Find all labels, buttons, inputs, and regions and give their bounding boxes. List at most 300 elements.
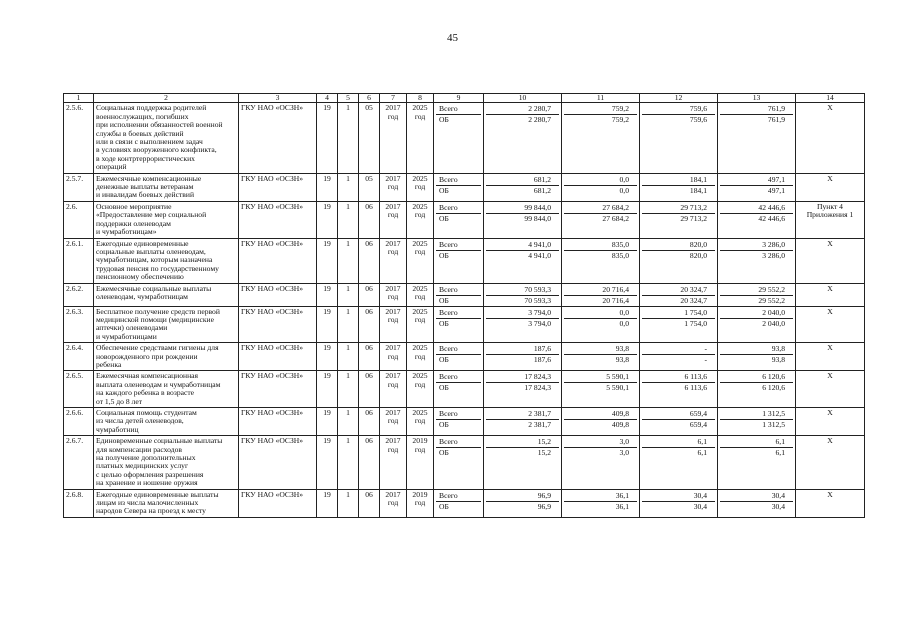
funding-source-value: Всего (439, 409, 458, 418)
amount-col-13 (718, 343, 796, 371)
end-year: 2025 год (407, 283, 434, 306)
responsible-org: ГКУ НАО «ОСЗН» (239, 343, 317, 371)
funding-source (434, 173, 484, 201)
funding-source (434, 489, 484, 517)
row-number: 2.6. (64, 201, 94, 238)
code-col-4: 19 (317, 283, 338, 306)
code-col-5: 1 (338, 371, 359, 408)
row-number: 2.6.6. (64, 408, 94, 436)
amount-col-10-value: 4 941,0 (486, 250, 559, 260)
column-header: 13 (718, 94, 796, 103)
amount-col-10-value: 2 381,7 (486, 419, 559, 429)
code-col-6: 06 (359, 238, 380, 283)
amount-col-13 (718, 371, 796, 408)
funding-source (434, 103, 484, 173)
code-col-5: 1 (338, 408, 359, 436)
table-row (64, 173, 865, 201)
table-row (64, 371, 865, 408)
funding-source-value: Всего (439, 307, 458, 317)
funding-source-value: ОБ (436, 213, 481, 223)
start-year: 2017 год (380, 173, 407, 201)
amount-col-11-value: 5 590,1 (606, 372, 629, 382)
amount-col-12-value: 184,1 (689, 174, 707, 184)
code-col-6: 06 (359, 371, 380, 408)
amount-col-13-value: 3 286,0 (720, 250, 793, 260)
row-number: 2.5.6. (64, 103, 94, 173)
row-description-text: Обеспечение средствами гигиены для новорожденного при рождении ребенка (96, 343, 219, 369)
row-number: 2.6.7. (64, 436, 94, 489)
row-description-text: Социальная поддержка родителей военнослужащих, погибших при исполнении обязанностей военной службы в боевых действий или в связи с выполнением задач в условиях вооруженного конфликта, в ходе контртеррористических операций (96, 103, 223, 172)
code-col-5: 1 (338, 173, 359, 201)
amount-col-11-value: 0,0 (619, 174, 629, 184)
amount-col-13 (718, 238, 796, 283)
amount-col-11-value: 759,2 (564, 114, 637, 124)
amount-col-10-value: 96,9 (486, 501, 559, 511)
amount-col-12-value: - (642, 354, 715, 364)
note-col-14: X (796, 343, 865, 371)
row-number: 2.6.2. (64, 283, 94, 306)
page-number: 45 (447, 32, 458, 44)
amount-col-13 (718, 283, 796, 306)
code-col-4: 19 (317, 103, 338, 173)
amount-col-10-value: 2 381,7 (528, 409, 551, 418)
responsible-org: ГКУ НАО «ОСЗН» (239, 201, 317, 238)
row-description (94, 436, 239, 489)
note-col-14: Пункт 4 Приложения 1 (796, 201, 865, 238)
row-description-text: Ежегодные единовременные выплаты лицам из числа малочисленных народов Севера на проезд к месту (96, 489, 219, 516)
column-header: 4 (317, 94, 338, 103)
amount-col-12 (640, 173, 718, 201)
amount-col-13-value: 30,4 (771, 490, 785, 500)
table-row (64, 283, 865, 306)
amount-col-12-value: 659,4 (689, 409, 707, 418)
funding-source-value: ОБ (436, 354, 481, 364)
amount-col-13-value: 93,8 (771, 344, 785, 354)
amount-col-12-value: 759,6 (689, 104, 707, 114)
amount-col-12 (640, 283, 718, 306)
note-col-14: X (796, 283, 865, 306)
column-header: 8 (407, 94, 434, 103)
note-col-14: X (796, 238, 865, 283)
table-row (64, 408, 865, 436)
amount-col-10-value: 99 844,0 (486, 213, 559, 223)
amount-col-12-value: - (704, 344, 707, 354)
note-col-14: X (796, 103, 865, 173)
funding-source-value: Всего (439, 202, 458, 212)
amount-col-10 (484, 283, 562, 306)
amount-col-12-value: 6 113,6 (684, 372, 707, 382)
code-col-6: 06 (359, 283, 380, 306)
funding-source-value: Всего (439, 344, 458, 354)
row-number: 2.6.4. (64, 343, 94, 371)
amount-col-11-value: 409,8 (564, 419, 637, 429)
amount-col-13-value: 2 040,0 (720, 318, 793, 328)
amount-col-13-value: 6 120,6 (720, 382, 793, 392)
amount-col-11 (562, 201, 640, 238)
row-description-text: Ежемесячные социальные выплаты оленеводам, чумработницам (96, 283, 212, 301)
amount-col-11-value: 36,1 (615, 490, 629, 500)
amount-col-10 (484, 103, 562, 173)
start-year: 2017 год (380, 371, 407, 408)
row-description-text: Ежемесячные компенсационные денежные выплаты ветеранам и инвалидам боевых действий (96, 173, 202, 200)
amount-col-13-value: 2 040,0 (762, 307, 785, 317)
amount-col-12 (640, 238, 718, 283)
code-col-5: 1 (338, 306, 359, 343)
code-col-4: 19 (317, 173, 338, 201)
column-header: 12 (640, 94, 718, 103)
code-col-5: 1 (338, 343, 359, 371)
funding-source-value: Всего (439, 284, 458, 294)
code-col-4: 19 (317, 489, 338, 517)
amount-col-11-value: 27 684,2 (564, 213, 637, 223)
note-col-14: X (796, 436, 865, 489)
amount-col-11-value: 36,1 (564, 501, 637, 511)
row-description-text: Единовременные социальные выплаты для компенсации расходов на получение дополнительных платных медицинских услуг с целью оформления разрешения на хранение и ношение оружия (96, 436, 223, 488)
amount-col-11-value: 27 684,2 (602, 202, 629, 212)
amount-col-12-value: 6,1 (697, 437, 707, 447)
amount-col-11-value: 409,8 (611, 409, 629, 418)
row-description (94, 343, 239, 371)
amount-col-10 (484, 201, 562, 238)
amount-col-12 (640, 408, 718, 436)
amount-col-11-value: 835,0 (564, 250, 637, 260)
amount-col-11 (562, 371, 640, 408)
start-year: 2017 год (380, 343, 407, 371)
funding-source-value: ОБ (436, 501, 481, 511)
start-year: 2017 год (380, 306, 407, 343)
table-row (64, 306, 865, 343)
responsible-org: ГКУ НАО «ОСЗН» (239, 371, 317, 408)
code-col-5: 1 (338, 103, 359, 173)
funding-source-value: ОБ (436, 185, 481, 195)
amount-col-13-value: 497,1 (767, 174, 785, 184)
amount-col-12 (640, 489, 718, 517)
amount-col-12-value: 20 324,7 (642, 295, 715, 305)
amount-col-13 (718, 201, 796, 238)
amount-col-12-value: 30,4 (642, 501, 715, 511)
amount-col-13-value: 497,1 (720, 185, 793, 195)
amount-col-10-value: 70 593,3 (486, 295, 559, 305)
amount-col-11-value: 759,2 (611, 104, 629, 114)
amount-col-13 (718, 306, 796, 343)
end-year: 2025 год (407, 343, 434, 371)
code-col-4: 19 (317, 238, 338, 283)
amount-col-10 (484, 489, 562, 517)
code-col-4: 19 (317, 371, 338, 408)
amount-col-12-value: 1 754,0 (642, 318, 715, 328)
start-year: 2017 год (380, 408, 407, 436)
responsible-org: ГКУ НАО «ОСЗН» (239, 238, 317, 283)
amount-col-12 (640, 103, 718, 173)
funding-source (434, 283, 484, 306)
amount-col-10-value: 17 824,3 (524, 372, 551, 382)
amount-col-10-value: 4 941,0 (528, 239, 551, 249)
amount-col-11 (562, 103, 640, 173)
amount-col-10 (484, 306, 562, 343)
end-year: 2025 год (407, 306, 434, 343)
row-description (94, 306, 239, 343)
end-year: 2019 год (407, 436, 434, 489)
amount-col-13-value: 30,4 (720, 501, 793, 511)
amount-col-10-value: 187,6 (486, 354, 559, 364)
end-year: 2025 год (407, 103, 434, 173)
amount-col-13-value: 6,1 (775, 437, 785, 447)
amount-col-12-value: 820,0 (689, 239, 707, 249)
funding-source-value: ОБ (436, 295, 481, 305)
amount-col-11-value: 20 716,4 (564, 295, 637, 305)
row-description-text: Бесплатное получение средств первой медицинской помощи (медицинские аптечки) оленеводами и чумработницами (96, 306, 220, 341)
amount-col-13 (718, 436, 796, 489)
column-header: 7 (380, 94, 407, 103)
code-col-5: 1 (338, 283, 359, 306)
amount-col-11 (562, 436, 640, 489)
amount-col-12-value: 29 713,2 (642, 213, 715, 223)
amount-col-12-value: 759,6 (642, 114, 715, 124)
amount-col-11 (562, 173, 640, 201)
amount-col-10-value: 15,2 (537, 437, 551, 447)
note-col-14: X (796, 408, 865, 436)
amount-col-12 (640, 306, 718, 343)
amount-col-13 (718, 489, 796, 517)
amount-col-13-value: 93,8 (720, 354, 793, 364)
funding-source-value: Всего (439, 239, 458, 249)
responsible-org: ГКУ НАО «ОСЗН» (239, 173, 317, 201)
column-header: 1 (64, 94, 94, 103)
column-header: 2 (94, 94, 239, 103)
funding-source (434, 238, 484, 283)
code-col-5: 1 (338, 436, 359, 489)
amount-col-13-value: 1 312,5 (720, 419, 793, 429)
funding-source-value: Всего (439, 490, 458, 500)
table-row (64, 489, 865, 517)
funding-source-value: Всего (439, 372, 458, 382)
amount-col-10-value: 2 280,7 (528, 104, 551, 114)
amount-col-10 (484, 436, 562, 489)
note-col-14: X (796, 173, 865, 201)
amount-col-10-value: 681,2 (486, 185, 559, 195)
code-col-5: 1 (338, 238, 359, 283)
amount-col-11 (562, 343, 640, 371)
amount-col-10 (484, 173, 562, 201)
amount-col-10-value: 187,6 (533, 344, 551, 354)
amount-col-10 (484, 238, 562, 283)
responsible-org: ГКУ НАО «ОСЗН» (239, 436, 317, 489)
code-col-5: 1 (338, 489, 359, 517)
code-col-6: 05 (359, 173, 380, 201)
funding-source-value: ОБ (436, 447, 481, 457)
amount-col-12-value: 6 113,6 (642, 382, 715, 392)
amount-col-10-value: 96,9 (537, 490, 551, 500)
amount-col-13-value: 6 120,6 (762, 372, 785, 382)
amount-col-10-value: 681,2 (533, 174, 551, 184)
funding-source (434, 343, 484, 371)
amount-col-12 (640, 201, 718, 238)
amount-col-13-value: 761,9 (720, 114, 793, 124)
amount-col-11-value: 20 716,4 (602, 284, 629, 294)
code-col-4: 19 (317, 343, 338, 371)
amount-col-11-value: 5 590,1 (564, 382, 637, 392)
responsible-org: ГКУ НАО «ОСЗН» (239, 283, 317, 306)
row-description (94, 408, 239, 436)
amount-col-11 (562, 306, 640, 343)
budget-table (63, 93, 865, 518)
table-row (64, 238, 865, 283)
funding-source (434, 436, 484, 489)
amount-col-11 (562, 238, 640, 283)
code-col-4: 19 (317, 408, 338, 436)
amount-col-13-value: 761,9 (767, 104, 785, 114)
start-year: 2017 год (380, 103, 407, 173)
amount-col-13-value: 3 286,0 (762, 239, 785, 249)
row-number: 2.6.1. (64, 238, 94, 283)
code-col-4: 19 (317, 436, 338, 489)
amount-col-11-value: 93,8 (615, 344, 629, 354)
column-header: 9 (434, 94, 484, 103)
code-col-6: 06 (359, 343, 380, 371)
table-row (64, 343, 865, 371)
note-col-14: X (796, 489, 865, 517)
responsible-org: ГКУ НАО «ОСЗН» (239, 103, 317, 173)
row-description (94, 283, 239, 306)
amount-col-11-value: 93,8 (564, 354, 637, 364)
amount-col-11-value: 0,0 (564, 318, 637, 328)
table-row (64, 436, 865, 489)
start-year: 2017 год (380, 201, 407, 238)
note-col-14: X (796, 306, 865, 343)
code-col-5: 1 (338, 201, 359, 238)
funding-source-value: ОБ (436, 419, 481, 429)
funding-source (434, 306, 484, 343)
amount-col-12 (640, 343, 718, 371)
responsible-org: ГКУ НАО «ОСЗН» (239, 489, 317, 517)
funding-source (434, 201, 484, 238)
amount-col-12-value: 184,1 (642, 185, 715, 195)
amount-col-13 (718, 103, 796, 173)
amount-col-11-value: 3,0 (564, 447, 637, 457)
amount-col-13-value: 42 446,6 (720, 213, 793, 223)
amount-col-11-value: 3,0 (619, 437, 629, 447)
amount-col-10-value: 3 794,0 (486, 318, 559, 328)
code-col-6: 06 (359, 489, 380, 517)
row-description-text: Ежегодные единовременные социальные выплаты оленеводам, чумработницам, которым назначена трудовая пенсия по государственному пенсионному обеспечению (96, 238, 219, 282)
row-number: 2.5.7. (64, 173, 94, 201)
amount-col-12 (640, 436, 718, 489)
amount-col-10-value: 17 824,3 (486, 382, 559, 392)
amount-col-10-value: 2 280,7 (486, 114, 559, 124)
end-year: 2019 год (407, 489, 434, 517)
end-year: 2025 год (407, 238, 434, 283)
funding-source-value: Всего (439, 437, 458, 447)
amount-col-13-value: 29 552,2 (758, 284, 785, 294)
amount-col-10 (484, 408, 562, 436)
start-year: 2017 год (380, 436, 407, 489)
code-col-4: 19 (317, 306, 338, 343)
funding-source (434, 371, 484, 408)
amount-col-13 (718, 173, 796, 201)
code-col-6: 06 (359, 201, 380, 238)
amount-col-11-value: 835,0 (611, 239, 629, 249)
column-header-row (64, 94, 865, 103)
funding-source-value: ОБ (436, 114, 481, 124)
row-number: 2.6.8. (64, 489, 94, 517)
amount-col-12-value: 1 754,0 (684, 307, 707, 317)
amount-col-11 (562, 408, 640, 436)
funding-source (434, 408, 484, 436)
note-col-14: X (796, 371, 865, 408)
amount-col-12-value: 820,0 (642, 250, 715, 260)
funding-source-value: Всего (439, 174, 458, 184)
row-description (94, 201, 239, 238)
table-row (64, 201, 865, 238)
amount-col-13-value: 1 312,5 (762, 409, 785, 418)
row-description (94, 238, 239, 283)
row-description (94, 371, 239, 408)
column-header: 14 (796, 94, 865, 103)
row-description (94, 173, 239, 201)
code-col-6: 05 (359, 103, 380, 173)
column-header: 5 (338, 94, 359, 103)
funding-source-value: ОБ (436, 382, 481, 392)
amount-col-12-value: 20 324,7 (680, 284, 707, 294)
column-header: 11 (562, 94, 640, 103)
amount-col-12-value: 659,4 (642, 419, 715, 429)
amount-col-11-value: 0,0 (564, 185, 637, 195)
code-col-6: 06 (359, 436, 380, 489)
column-header: 3 (239, 94, 317, 103)
end-year: 2025 год (407, 408, 434, 436)
amount-col-12-value: 29 713,2 (680, 202, 707, 212)
start-year: 2017 год (380, 238, 407, 283)
end-year: 2025 год (407, 201, 434, 238)
amount-col-10-value: 3 794,0 (528, 307, 551, 317)
row-number: 2.6.5. (64, 371, 94, 408)
amount-col-12-value: 30,4 (693, 490, 707, 500)
responsible-org: ГКУ НАО «ОСЗН» (239, 306, 317, 343)
column-header: 6 (359, 94, 380, 103)
row-number: 2.6.3. (64, 306, 94, 343)
funding-source-value: Всего (439, 104, 458, 114)
funding-source-value: ОБ (436, 318, 481, 328)
row-description-text: Социальная помощь студентам из числа детей оленеводов, чумработниц (96, 408, 197, 434)
amount-col-13-value: 42 446,6 (758, 202, 785, 212)
amount-col-10-value: 15,2 (486, 447, 559, 457)
amount-col-12 (640, 371, 718, 408)
row-description-text: Основное мероприятие «Предоставление мер социальной поддержки оленеводам и чумработницам» (96, 201, 207, 237)
amount-col-13-value: 6,1 (720, 447, 793, 457)
table-row (64, 103, 865, 173)
code-col-4: 19 (317, 201, 338, 238)
amount-col-12-value: 6,1 (642, 447, 715, 457)
row-description-text: Ежемесячная компенсационная выплата оленеводам и чумработницам на каждого ребенка в возрасте от 1,5 до 8 лет (96, 371, 221, 406)
amount-col-11 (562, 489, 640, 517)
start-year: 2017 год (380, 283, 407, 306)
end-year: 2025 год (407, 371, 434, 408)
code-col-6: 06 (359, 408, 380, 436)
start-year: 2017 год (380, 489, 407, 517)
amount-col-13 (718, 408, 796, 436)
amount-col-11 (562, 283, 640, 306)
funding-source-value: ОБ (436, 250, 481, 260)
amount-col-10-value: 70 593,3 (524, 284, 551, 294)
amount-col-11-value: 0,0 (619, 307, 629, 317)
end-year: 2025 год (407, 173, 434, 201)
amount-col-10 (484, 371, 562, 408)
row-description (94, 489, 239, 517)
row-description (94, 103, 239, 173)
amount-col-13-value: 29 552,2 (720, 295, 793, 305)
code-col-6: 06 (359, 306, 380, 343)
amount-col-10 (484, 343, 562, 371)
